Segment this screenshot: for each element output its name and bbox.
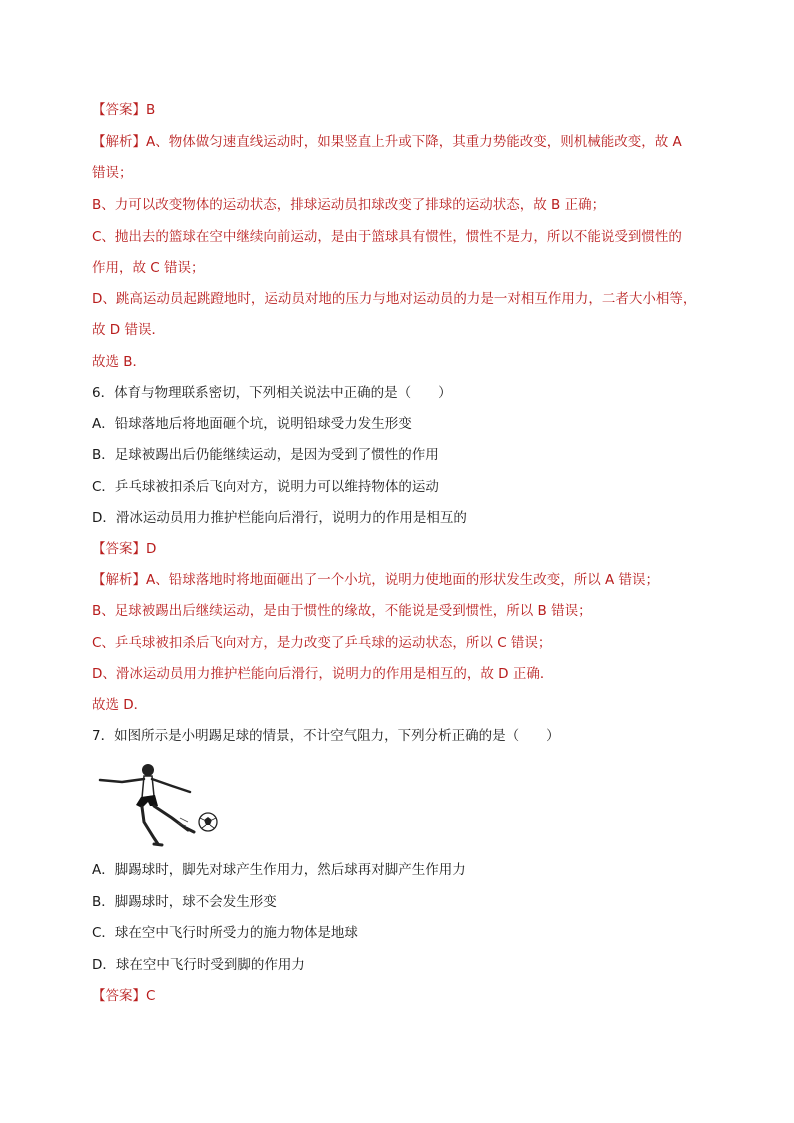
soccer-player-icon (92, 760, 222, 848)
q7-option-c: C．球在空中飞行时所受力的施力物体是地球 (92, 925, 358, 941)
q7-option-d: D．球在空中飞行时受到脚的作用力 (92, 957, 305, 973)
q6-analysis-line-1 (92, 571, 712, 589)
q6-analysis-1: A、铅球落地时将地面砸出了一个小坑，说明力使地面的形状发生改变，所以 A 错误； (146, 572, 660, 588)
q7-answer-line (92, 987, 712, 1005)
q5-analysis-line-1 (92, 133, 712, 151)
q6-analysis-4: D、滑冰运动员用力推护栏能向后滑行，说明力的作用是相互的，故 D 正确． (92, 666, 554, 682)
soccer-kick-figure (92, 760, 222, 848)
answer-tag: 【答案】 (92, 541, 146, 557)
analysis-tag: 【解析】 (92, 572, 146, 588)
q6-option-c: C．乒乓球被扣杀后飞向对方，说明力可以维持物体的运动 (92, 479, 439, 495)
q5-analysis-4a: D、跳高运动员起跳蹬地时，运动员对地的压力与地对运动员的力是一对相互作用力，二者大小相等， (92, 291, 697, 307)
q6-answer-line (92, 540, 712, 558)
q6-answer-value: D (146, 541, 157, 557)
q6-option-d: D．滑冰运动员用力推护栏能向后滑行，说明力的作用是相互的 (92, 510, 467, 526)
q7-option-a: A．脚踢球时，脚先对球产生作用力，然后球再对脚产生作用力 (92, 862, 466, 878)
q5-analysis-4b: 故 D 错误． (92, 322, 165, 338)
q6-analysis-3: C、乒乓球被扣杀后飞向对方，是力改变了乒乓球的运动状态，所以 C 错误； (92, 635, 552, 651)
q5-analysis-2: B、力可以改变物体的运动状态，排球运动员扣球改变了排球的运动状态，故 B 正确； (92, 197, 606, 213)
q7-option-b: B．脚踢球时，球不会发生形变 (92, 894, 277, 910)
q5-analysis-3b: 作用，故 C 错误； (92, 260, 205, 276)
q5-analysis-3a: C、抛出去的篮球在空中继续向前运动，是由于篮球具有惯性，惯性不是力，所以不能说受到惯性的 (92, 229, 682, 245)
q5-analysis-1b: 错误； (92, 165, 133, 181)
q7-stem: 7．如图所示是小明踢足球的情景，不计空气阻力，下列分析正确的是（ ） (92, 728, 560, 744)
q5-analysis-1a: A、物体做匀速直线运动时，如果竖直上升或下降，其重力势能改变，则机械能改变，故 A (146, 134, 682, 150)
q6-analysis-2: B、足球被踢出后继续运动，是由于惯性的缘故，不能说是受到惯性，所以 B 错误； (92, 603, 592, 619)
answer-tag: 【答案】 (92, 102, 146, 118)
q6-conclusion: 故选 D． (92, 697, 148, 713)
analysis-tag: 【解析】 (92, 134, 146, 150)
q5-answer-line (92, 101, 712, 119)
q6-stem: 6．体育与物理联系密切，下列相关说法中正确的是（ ） (92, 385, 452, 401)
q5-answer-value: B (146, 102, 156, 118)
answer-tag: 【答案】 (92, 988, 146, 1004)
q5-conclusion: 故选 B． (92, 354, 147, 370)
q7-answer-value: C (146, 988, 156, 1004)
q6-option-a: A．铅球落地后将地面砸个坑，说明铅球受力发生形变 (92, 416, 412, 432)
q6-option-b: B．足球被踢出后仍能继续运动，是因为受到了惯性的作用 (92, 447, 439, 463)
